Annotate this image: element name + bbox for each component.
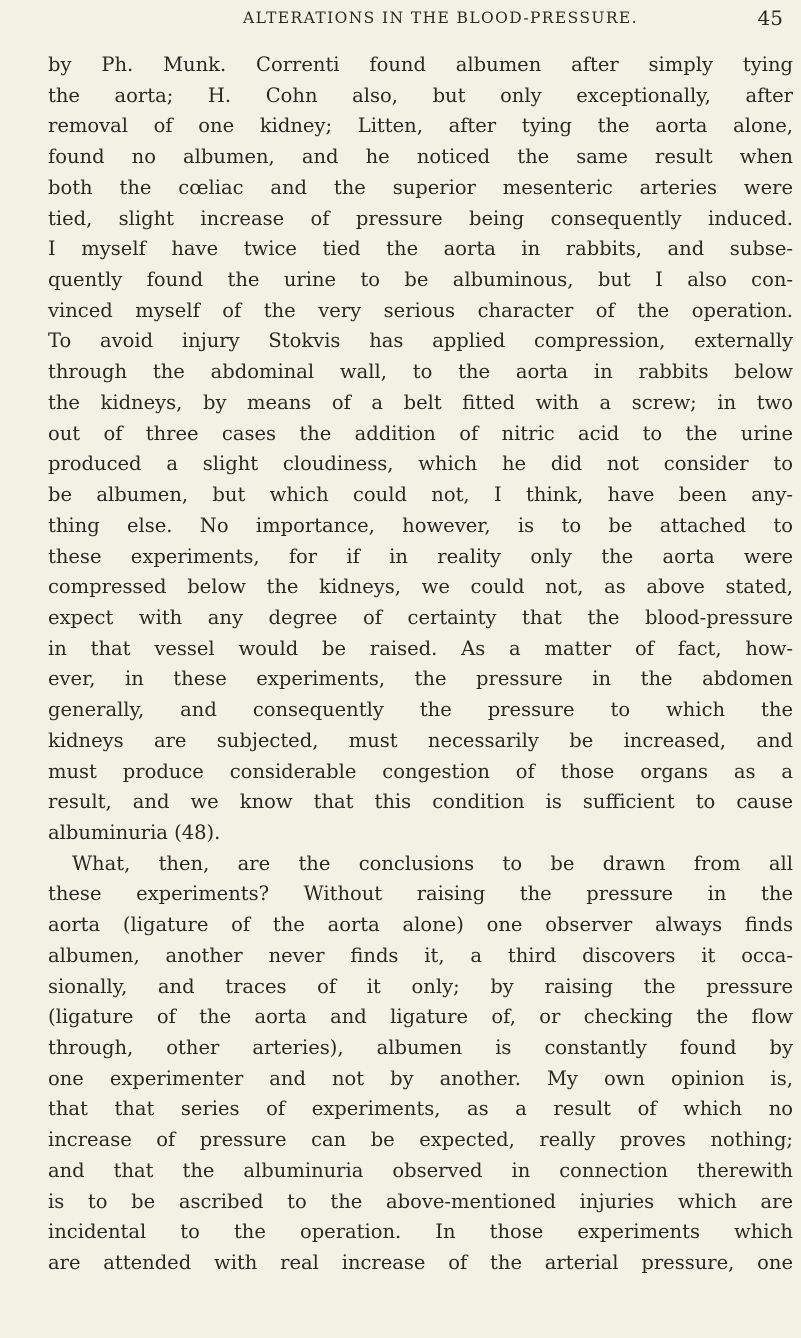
text-line: these experiments, for if in reality only the aorta were	[48, 544, 793, 568]
text-line: is to be ascribed to the above-mentioned injuries which are	[48, 1189, 793, 1213]
text-line: out of three cases the addition of nitric acid to the urine	[48, 421, 793, 445]
page-number: 45	[757, 6, 783, 30]
text-line: found no albumen, and he noticed the same result when	[48, 145, 793, 169]
paragraph-end-line: albuminuria (48).	[48, 820, 221, 844]
text-line: increase of pressure can be expected, really proves nothing;	[48, 1128, 793, 1152]
text-line: vinced myself of the very serious character of the operation.	[48, 298, 793, 322]
text-line: one experimenter and not by another. My own opinion is,	[48, 1066, 793, 1090]
text-line: these experiments? Without raising the pressure in the	[48, 882, 793, 906]
paragraph-start-line: What, then, are the conclusions to be drawn from all	[72, 851, 793, 875]
text-line: kidneys are subjected, must necessarily be increased, and	[48, 728, 793, 752]
text-line: To avoid injury Stokvis has applied compression, externally	[48, 329, 793, 353]
text-line: removal of one kidney; Litten, after tying the aorta alone,	[48, 114, 793, 138]
text-line: quently found the urine to be albuminous, but I also con-	[48, 268, 793, 292]
text-line: be albumen, but which could not, I think, have been any-	[48, 483, 793, 507]
text-line: and that the albuminuria observed in connection therewith	[48, 1158, 793, 1182]
text-line: that that series of experiments, as a result of which no	[48, 1097, 793, 1121]
text-line: aorta (ligature of the aorta alone) one observer always finds	[48, 913, 793, 937]
text-line: ever, in these experiments, the pressure in the abdomen	[48, 667, 793, 691]
running-title: ALTERATIONS IN THE BLOOD-PRESSURE.	[243, 9, 638, 27]
text-line: the kidneys, by means of a belt fitted with a screw; in two	[48, 390, 793, 414]
text-line: through the abdominal wall, to the aorta in rabbits below	[48, 360, 793, 384]
text-line: tied, slight increase of pressure being consequently induced.	[48, 206, 793, 230]
text-line: incidental to the operation. In those experiments which	[48, 1220, 793, 1244]
text-line: in that vessel would be raised. As a matter of fact, how-	[48, 636, 793, 660]
text-line: are attended with real increase of the arterial pressure, one	[48, 1251, 793, 1275]
text-line: through, other arteries), albumen is constantly found by	[48, 1036, 793, 1059]
text-line: sionally, and traces of it only; by raising the pressure	[48, 974, 793, 998]
text-line: albumen, another never finds it, a third discovers it occa-	[48, 943, 793, 967]
text-line: by Ph. Munk. Correnti found albumen after simply tying	[48, 53, 793, 76]
text-line: expect with any degree of certainty that the blood-pressure	[48, 605, 793, 629]
text-line: result, and we know that this condition is sufficient to cause	[48, 790, 793, 814]
page-header	[48, 6, 793, 32]
text-line: (ligature of the aorta and ligature of, or checking the flow	[48, 1005, 793, 1029]
text-line: generally, and consequently the pressure to which the	[48, 698, 793, 722]
text-line: thing else. No importance, however, is to be attached to	[48, 513, 793, 537]
text-line: must produce considerable congestion of those organs as a	[48, 759, 793, 783]
text-line: I myself have twice tied the aorta in rabbits, and subse-	[48, 237, 793, 261]
text-line: compressed below the kidneys, we could not, as above stated,	[48, 575, 793, 599]
text-line: both the cœliac and the superior mesenteric arteries were	[48, 175, 793, 199]
body-text	[48, 50, 793, 1279]
text-line: the aorta; H. Cohn also, but only exceptionally, after	[48, 83, 793, 107]
text-line: produced a slight cloudiness, which he did not consider to	[48, 452, 793, 476]
